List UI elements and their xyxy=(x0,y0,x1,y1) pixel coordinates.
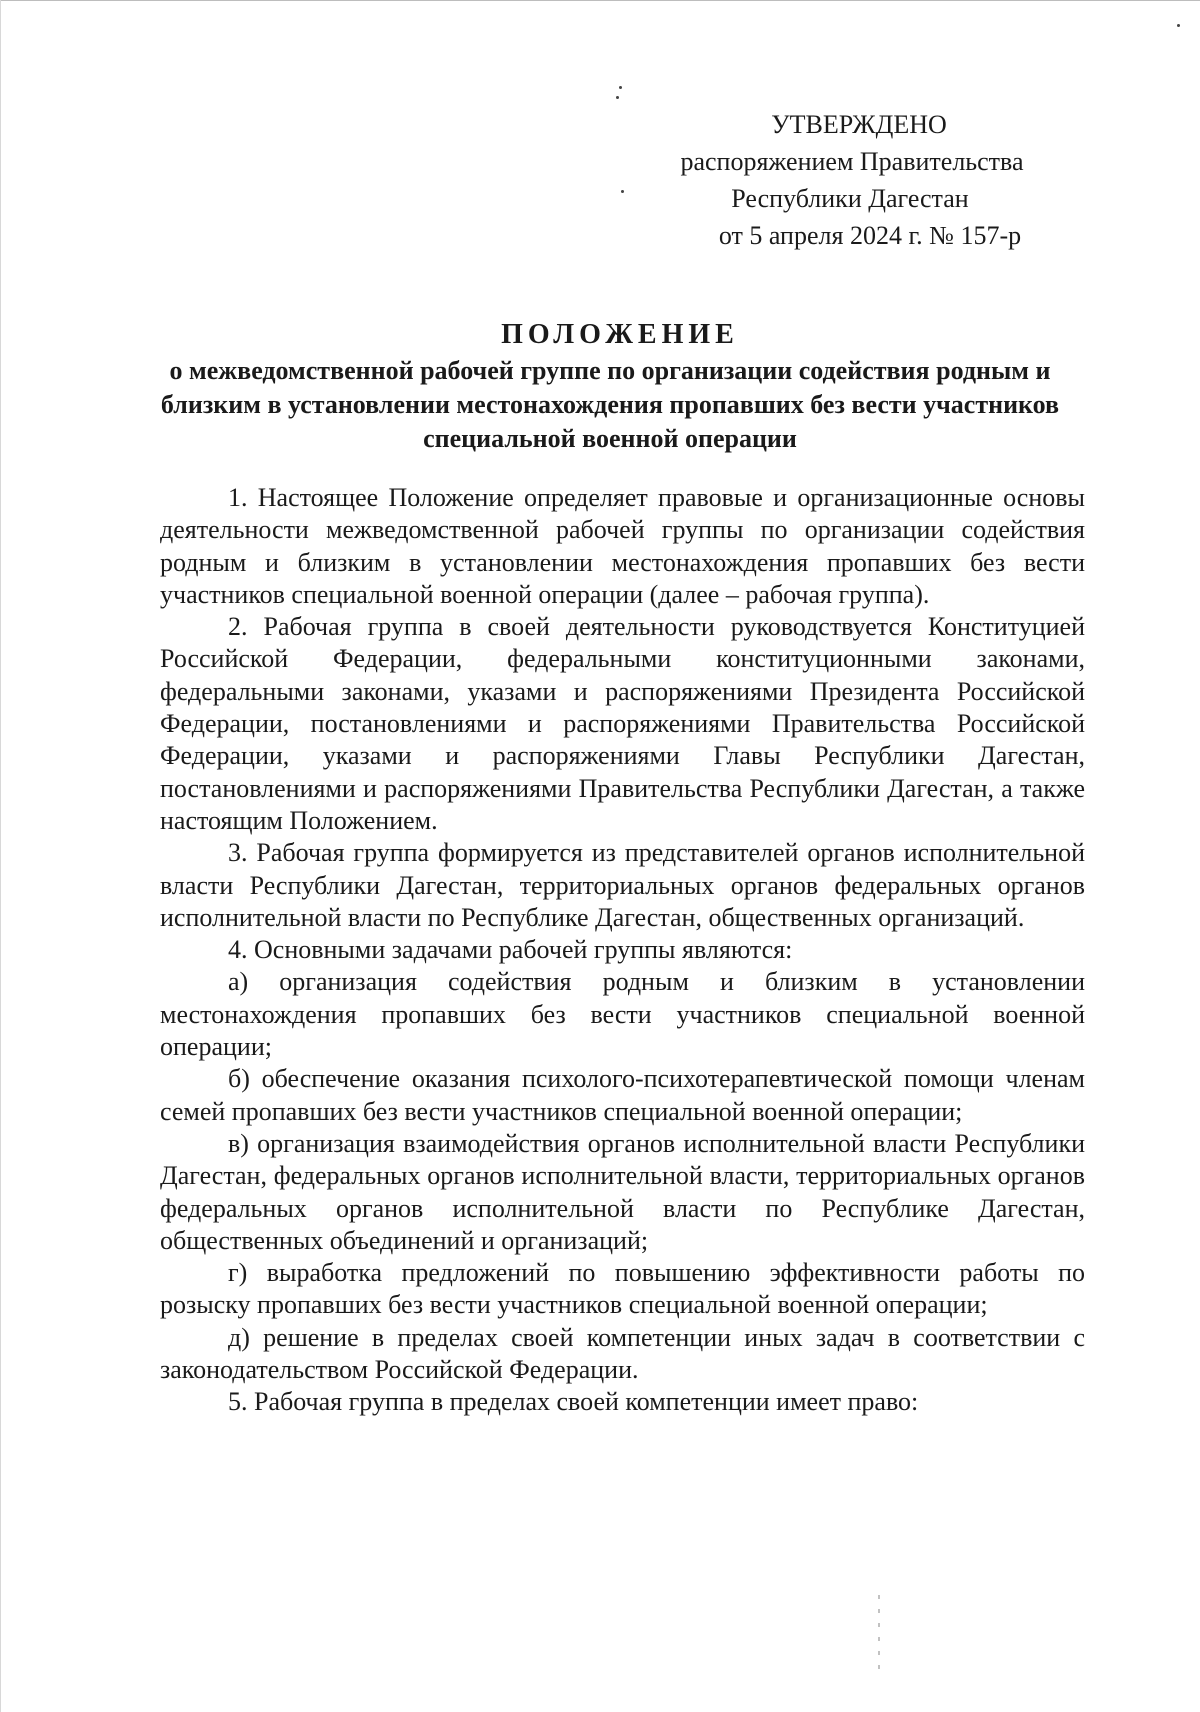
paragraph-3: 3. Рабочая группа формируется из представителей органов исполнительной власти Республики Дагестан, территориальных органов федеральных органов исполнительной власти по Республике Дагестан, общественных организаций. xyxy=(160,838,1085,932)
approval-date-line: от 5 апреля 2024 г. № 157-р xyxy=(718,221,1022,250)
scan-artifact-dashes xyxy=(878,1595,880,1675)
scan-edge-left xyxy=(0,0,1,1712)
document-heading xyxy=(160,316,1060,456)
document-title: ПОЛОЖЕНИЕ xyxy=(501,319,739,350)
scan-speck xyxy=(616,96,619,99)
paragraph-4b: б) обеспечение оказания психолого-психотерапевтической помощи членам семей пропавших без вести участников специальной военной операции; xyxy=(160,1064,1085,1126)
document-subtitle: о межведомственной рабочей группе по организации содействия родным и близким в установлении местонахождения пропавших без вести участников специальной военной операции xyxy=(160,356,1060,453)
paragraph-5: 5. Рабочая группа в пределах своей компетенции имеет право: xyxy=(228,1387,919,1417)
scan-edge-top xyxy=(0,0,1200,1)
scan-speck xyxy=(1177,24,1180,27)
scan-speck xyxy=(619,86,622,89)
approval-republic-line: Республики Дагестан xyxy=(731,184,969,213)
document-body xyxy=(160,482,1085,1419)
paragraph-4e: д) решение в пределах своей компетенции иных задач в соответствии с законодательством Российской Федерации. xyxy=(160,1322,1085,1385)
approval-stamp-block xyxy=(620,106,1080,254)
approval-order-line: распоряжением Правительства xyxy=(680,147,1024,176)
paragraph-4a: а) организация содействия родным и близким в установлении местонахождения пропавших без вести участников специальной военной операции; xyxy=(160,967,1085,1062)
paragraph-4c: в) организация взаимодействия органов исполнительной власти Республики Дагестан, федеральных органов исполнительной власти, территориальных органов федеральных органов исполнительной власти по Республике Дагестан, общественных объединений и организаций; xyxy=(160,1128,1085,1255)
paragraph-1: 1. Настоящее Положение определяет правовые и организационные основы деятельности межведомственной рабочей группы по организации содействия родным и близким в установлении местонахождения пропавших без вести участников специальной военной операции (далее – рабочая группа). xyxy=(160,483,1085,609)
paragraph-2: 2. Рабочая группа в своей деятельности руководствуется Конституцией Российской Федерации, федеральными конституционными законами, федеральными законами, указами и распоряжениями Президента Российской Федерации, постановлениями и распоряжениями Правительства Российской Федерации, указами и распоряжениями Главы Республики Дагестан, постановлениями и распоряжениями Правительства Республики Дагестан, а также настоящим Положением. xyxy=(160,612,1085,835)
paragraph-4: 4. Основными задачами рабочей группы являются: xyxy=(228,935,793,965)
approval-title: УТВЕРЖДЕНО xyxy=(771,110,947,139)
paragraph-4d: г) выработка предложений по повышению эффективности работы по розыску пропавших без вести участников специальной военной операции; xyxy=(160,1258,1085,1320)
